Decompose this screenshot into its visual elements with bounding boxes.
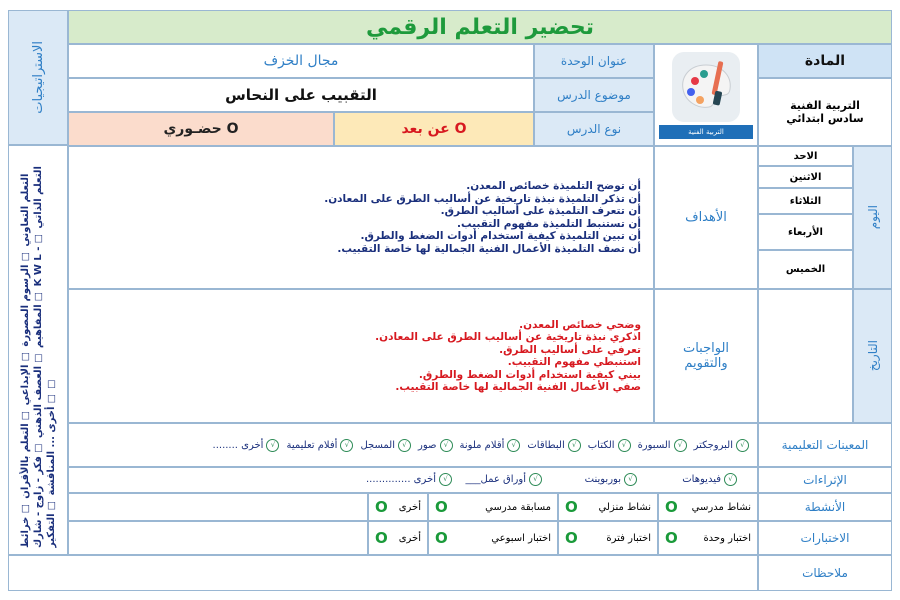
strategies-options: التعلم التعاوني ☐ الرسوم المصورة ☐ الإبداعي ☐ التعلم باالأقران ☐ خرائط المفاهيم ☐ العصف الذهني ☐ فكر - زاوج - شارك ☐ K W L - ☐ التعلم الذاتي ☐ أخرى ... المناقشة ☐ التفكير ☐: [19, 166, 57, 548]
objectives-label-cell: [654, 146, 758, 289]
type-inperson-option[interactable]: حضـوري O: [163, 121, 239, 137]
unit-label: عنوان الوحدة: [560, 54, 628, 68]
aid-option[interactable]: √ أخرى ........: [213, 439, 280, 452]
enrich-option[interactable]: √ بوربوينت: [585, 473, 637, 486]
objectives-label: الأهداف: [685, 210, 727, 225]
circle-icon[interactable]: O: [565, 498, 578, 516]
radio-icon[interactable]: √: [674, 439, 687, 452]
test-option[interactable]: O اختبار اسبوعي: [428, 521, 558, 555]
type-remote-cell[interactable]: [334, 112, 534, 146]
day-row[interactable]: [758, 166, 853, 188]
aid-option[interactable]: √ السبورة: [638, 439, 687, 452]
activity-option[interactable]: O مسابقة مدرسي: [428, 493, 558, 521]
subject-value-cell: [758, 78, 892, 146]
activities-label-cell: [758, 493, 892, 521]
activities-label: الأنشطة: [804, 500, 846, 514]
notes-label: ملاحظات: [802, 566, 848, 580]
aid-option[interactable]: √ صور: [418, 439, 453, 452]
homework-cell: [68, 289, 654, 423]
strategies-label-cell: [8, 10, 68, 145]
objective-item: أن تذكر التلميذة نبذة تاريخية عن أساليب الطرق على المعادن.: [324, 192, 641, 205]
day-label-cell: [853, 146, 892, 289]
aid-option[interactable]: √ المسجل: [360, 439, 411, 452]
day-row[interactable]: [758, 146, 853, 166]
objective-item: أن تتعرف التلميذة على أساليب الطرق.: [440, 205, 641, 217]
aid-option[interactable]: √ أفلام تعليمية: [286, 439, 353, 452]
logo-cell: [654, 44, 758, 146]
aid-option[interactable]: √ أقلام ملونة: [460, 439, 521, 452]
objective-item: أن تستنبط التلميذة مفهوم التقبيب.: [457, 217, 641, 230]
type-label-cell: [534, 112, 654, 146]
logo-caption: التربية الفنية: [688, 128, 724, 136]
type-inperson-cell[interactable]: [68, 112, 334, 146]
homework-list: [81, 319, 641, 394]
date-label-cell: [853, 289, 892, 423]
objective-item: أن تبين التلميذة كيفية استخدام أدوات الضغط والطرق.: [360, 230, 641, 242]
aids-label-cell: [758, 423, 892, 467]
lesson-label: موضوع الدرس: [557, 88, 631, 102]
activities-empty-cell: [68, 493, 368, 521]
aid-option[interactable]: √ البطاقات: [527, 439, 580, 452]
day-wednesday: الأربعاء: [788, 226, 823, 238]
tests-empty-cell: [68, 521, 368, 555]
circle-icon[interactable]: O: [565, 529, 578, 547]
unit-label-cell: [534, 44, 654, 78]
radio-icon[interactable]: √: [618, 439, 631, 452]
radio-icon[interactable]: √: [266, 439, 279, 452]
strategies-label: الاستراتيجيات: [30, 41, 46, 114]
radio-icon[interactable]: √: [507, 439, 520, 452]
homework-item: وضحي خصائص المعدن.: [519, 318, 641, 331]
enrich-cell: [68, 467, 758, 493]
lesson-value-cell: [68, 78, 534, 112]
aid-option[interactable]: √ البروجكتر: [694, 439, 749, 452]
day-thursday: الخميس: [785, 264, 826, 275]
subject-value-2: سادس ابتدائي: [786, 112, 864, 125]
test-option[interactable]: O اختبار وحدة: [658, 521, 758, 555]
unit-value-cell: [68, 44, 534, 78]
strategies-options-cell: [8, 145, 68, 555]
aids-cell: [68, 423, 758, 467]
homework-item: بيني كيفية استخدام أدوات الضغط والطرق.: [418, 368, 641, 381]
test-option[interactable]: O اختبار فترة: [558, 521, 658, 555]
day-row[interactable]: [758, 188, 853, 214]
activity-option[interactable]: O نشاط منزلي: [558, 493, 658, 521]
circle-icon[interactable]: O: [435, 498, 448, 516]
activity-option[interactable]: O أخرى: [368, 493, 428, 521]
enrich-option[interactable]: √ أوراق عمل___: [466, 473, 542, 486]
objectives-cell: [68, 146, 654, 289]
objective-item: أن تصف التلميذة الأعمال الفنية الجمالية لها خاصة التقبيب.: [337, 242, 641, 255]
homework-item: استنبطي مفهوم التقبيب.: [507, 356, 641, 368]
date-label: التاريخ: [865, 340, 880, 372]
subject-label-cell: [758, 44, 892, 78]
type-remote-option[interactable]: عن بعد O: [401, 121, 467, 137]
circle-icon[interactable]: O: [435, 529, 448, 547]
title-bar: [68, 10, 892, 44]
day-label: اليوم: [865, 205, 880, 230]
radio-icon[interactable]: √: [736, 439, 749, 452]
notes-label-cell: [758, 555, 892, 591]
activity-option[interactable]: O نشاط مدرسي: [658, 493, 758, 521]
type-label: نوع الدرس: [566, 122, 622, 136]
homework-item: تعرفي على أساليب الطرق.: [499, 343, 641, 356]
tests-label: الاختبارات: [800, 531, 850, 545]
radio-icon[interactable]: √: [440, 439, 453, 452]
homework-item: صفي الأعمال الفنية الجمالية لها خاصة التقبيب.: [395, 381, 641, 393]
page-title: تحضير التعلم الرقمي: [365, 14, 595, 40]
day-tuesday: الثلاثاء: [789, 195, 822, 207]
tests-label-cell: [758, 521, 892, 555]
radio-icon[interactable]: √: [529, 473, 542, 486]
subject-value-1: التربية الفنية: [790, 99, 860, 112]
homework-item: اذكري نبذة تاريخية عن أساليب الطرق على المعادن.: [375, 331, 641, 343]
aids-label: المعينات التعليمية: [781, 438, 869, 452]
day-monday: الاثنين: [789, 171, 822, 183]
circle-icon[interactable]: O: [665, 498, 678, 516]
lesson-value: التقبيب على النحاس: [225, 86, 377, 104]
notes-input[interactable]: [8, 555, 758, 591]
radio-icon[interactable]: √: [439, 473, 452, 486]
circle-icon[interactable]: O: [665, 529, 678, 547]
radio-icon[interactable]: √: [724, 473, 737, 486]
homework-label-cell: [654, 289, 758, 423]
enrich-option[interactable]: √ فيديوهات: [682, 473, 737, 486]
subject-label: المادة: [804, 53, 846, 69]
objective-item: أن توضح التلميذة خصائص المعدن.: [466, 180, 641, 192]
day-row[interactable]: [758, 214, 853, 250]
radio-icon[interactable]: √: [340, 439, 353, 452]
aid-option[interactable]: √ الكتاب: [588, 439, 631, 452]
radio-icon[interactable]: √: [568, 439, 581, 452]
test-option[interactable]: O أخرى: [368, 521, 428, 555]
radio-icon[interactable]: √: [398, 439, 411, 452]
enrich-option[interactable]: √ أخرى ..............: [366, 473, 452, 486]
radio-icon[interactable]: √: [624, 473, 637, 486]
day-row[interactable]: [758, 250, 853, 289]
logo-caption-bar: [659, 125, 753, 139]
enrich-label-cell: [758, 467, 892, 493]
objectives-list: [81, 180, 641, 255]
homework-label: الواجبات والتقويم: [682, 341, 730, 371]
day-sunday: الاحد: [793, 150, 818, 162]
enrich-label: الإثراءات: [803, 473, 847, 487]
date-value-cell[interactable]: [758, 289, 853, 423]
lesson-label-cell: [534, 78, 654, 112]
art-palette-icon: [671, 51, 741, 123]
circle-icon[interactable]: O: [375, 529, 388, 547]
circle-icon[interactable]: O: [375, 498, 388, 516]
unit-value: مجال الخزف: [263, 53, 339, 69]
